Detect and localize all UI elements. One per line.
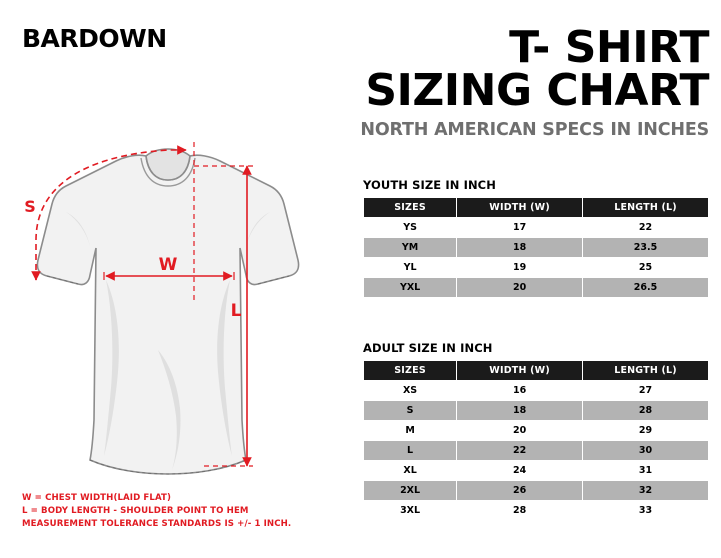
title-line-1: T- SHIRT <box>509 22 709 73</box>
table-row <box>364 441 709 461</box>
table-row <box>364 461 709 481</box>
cell-width: 22 <box>457 441 583 461</box>
cell-length: 22 <box>583 218 709 238</box>
table-row <box>364 501 709 521</box>
column-header-length: LENGTH (L) <box>583 361 709 381</box>
cell-size: L <box>364 441 457 461</box>
cell-length: 30 <box>583 441 709 461</box>
width-label: W <box>158 255 178 275</box>
cell-width: 17 <box>457 218 583 238</box>
youth-table-caption: YOUTH SIZE IN INCH <box>363 178 496 192</box>
note-tolerance: MEASUREMENT TOLERANCE STANDARDS IS +/- 1 INCH. <box>22 518 292 529</box>
cell-size: YXL <box>364 278 457 298</box>
shoulder-label: S <box>24 197 36 216</box>
column-header-length: LENGTH (L) <box>583 198 709 218</box>
cell-length: 29 <box>583 421 709 441</box>
cell-width: 28 <box>457 501 583 521</box>
table-row <box>364 401 709 421</box>
cell-width: 19 <box>457 258 583 278</box>
brand-logo: BARDOWN <box>22 24 167 53</box>
table-row <box>364 238 709 258</box>
cell-size: XL <box>364 461 457 481</box>
cell-width: 18 <box>457 401 583 421</box>
cell-size: 2XL <box>364 481 457 501</box>
cell-length: 25 <box>583 258 709 278</box>
cell-size: XS <box>364 381 457 401</box>
cell-size: 3XL <box>364 501 457 521</box>
table-row <box>364 421 709 441</box>
cell-length: 23.5 <box>583 238 709 258</box>
table-row <box>364 218 709 238</box>
cell-length: 28 <box>583 401 709 421</box>
cell-width: 20 <box>457 421 583 441</box>
table-row <box>364 381 709 401</box>
cell-size: YM <box>364 238 457 258</box>
cell-size: M <box>364 421 457 441</box>
tshirt-illustration <box>8 120 338 485</box>
cell-size: YL <box>364 258 457 278</box>
table-row <box>364 278 709 298</box>
cell-length: 27 <box>583 381 709 401</box>
table-header-row <box>364 198 709 218</box>
note-width: W = CHEST WIDTH(LAID FLAT) <box>22 493 172 503</box>
cell-width: 16 <box>457 381 583 401</box>
adult-table-caption: ADULT SIZE IN INCH <box>363 341 493 355</box>
column-header-sizes: SIZES <box>364 361 457 381</box>
table-row <box>364 481 709 501</box>
cell-width: 24 <box>457 461 583 481</box>
cell-width: 20 <box>457 278 583 298</box>
column-header-width: WIDTH (W) <box>457 198 583 218</box>
table-header-row <box>364 361 709 381</box>
youth-size-table <box>363 197 709 298</box>
cell-length: 33 <box>583 501 709 521</box>
youth-size-table-block <box>363 178 709 298</box>
adult-size-table-block <box>363 341 709 521</box>
page-title <box>341 22 709 141</box>
tshirt-diagram <box>8 120 338 485</box>
cell-length: 31 <box>583 461 709 481</box>
cell-width: 18 <box>457 238 583 258</box>
length-label: L <box>230 301 242 321</box>
table-row <box>364 258 709 278</box>
title-line-2: SIZING CHART <box>365 65 709 117</box>
shirt-shape <box>37 149 298 474</box>
column-header-width: WIDTH (W) <box>457 361 583 381</box>
adult-size-table <box>363 360 709 521</box>
measurement-notes <box>22 492 291 531</box>
cell-length: 26.5 <box>583 278 709 298</box>
cell-length: 32 <box>583 481 709 501</box>
column-header-sizes: SIZES <box>364 198 457 218</box>
cell-size: YS <box>364 218 457 238</box>
cell-width: 26 <box>457 481 583 501</box>
page-subtitle: NORTH AMERICAN SPECS IN INCHES <box>360 120 709 141</box>
cell-size: S <box>364 401 457 421</box>
note-length: L = BODY LENGTH - SHOULDER POINT TO HEM <box>22 505 249 516</box>
